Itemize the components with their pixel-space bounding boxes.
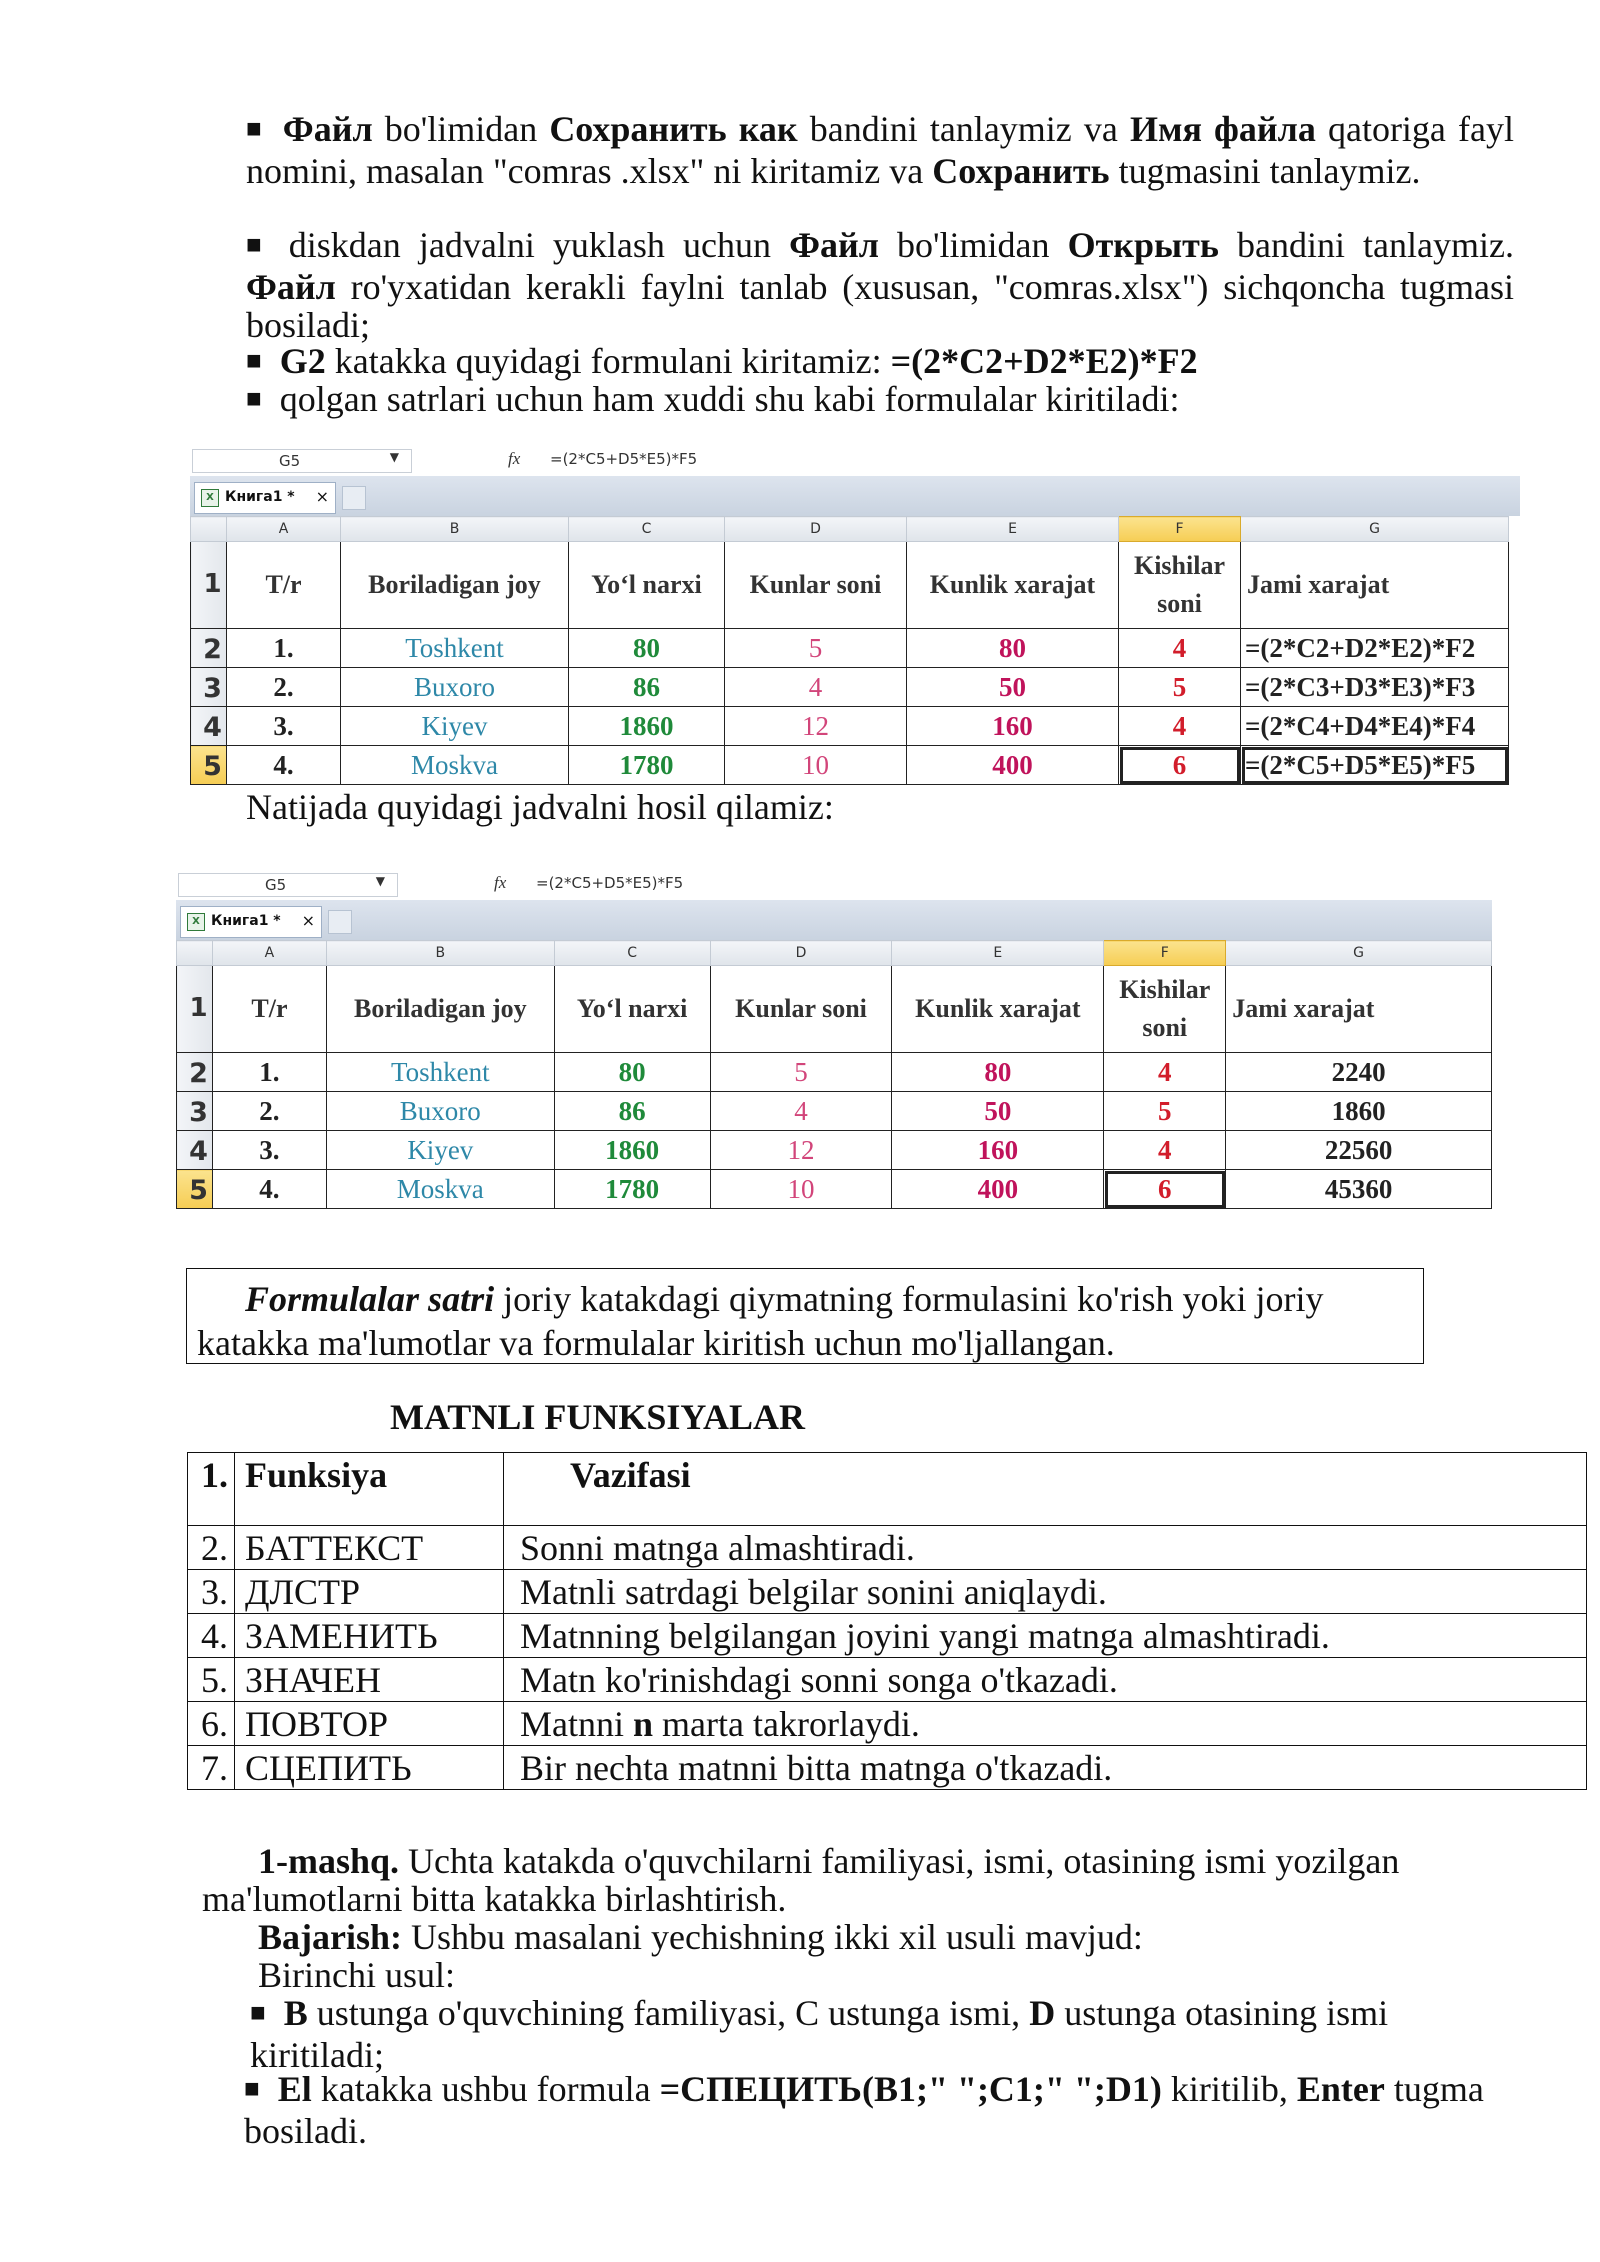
table-cell[interactable]: 160 — [892, 1131, 1104, 1170]
workbook-tab[interactable]: X Книга1 * × — [194, 482, 336, 514]
table-cell: ЗНАЧЕН — [235, 1658, 504, 1702]
table-cell: 2. — [188, 1526, 235, 1570]
row-header[interactable]: 3 — [177, 1092, 213, 1131]
table-cell[interactable]: 400 — [892, 1170, 1104, 1209]
table-cell[interactable]: 6 — [1119, 746, 1241, 785]
row-header[interactable]: 1 — [191, 542, 227, 629]
table-cell[interactable]: 1860 — [554, 1131, 710, 1170]
formula-cell[interactable]: =(2*C5+D5*E5)*F5 — [1241, 746, 1509, 785]
table-cell[interactable]: 2. — [212, 1092, 326, 1131]
table-cell[interactable]: Kiyev — [326, 1131, 554, 1170]
table-cell[interactable]: 4 — [1119, 629, 1241, 668]
table-cell[interactable]: 2. — [227, 668, 341, 707]
column-header[interactable]: C — [569, 517, 725, 542]
table-cell[interactable]: 12 — [710, 1131, 892, 1170]
table-cell[interactable]: 4. — [212, 1170, 326, 1209]
table-cell[interactable]: Buxoro — [341, 668, 569, 707]
formula-bar — [176, 870, 1492, 901]
spreadsheet-grid — [190, 516, 1509, 785]
header-cell[interactable]: Jami xarajat — [1241, 542, 1509, 629]
column-header[interactable]: G — [1241, 517, 1509, 542]
table-cell[interactable]: Toshkent — [341, 629, 569, 668]
table-cell[interactable]: 86 — [569, 668, 725, 707]
table-cell[interactable]: 10 — [710, 1170, 892, 1209]
table-cell[interactable]: 1860 — [569, 707, 725, 746]
result-cell[interactable]: 45360 — [1226, 1170, 1492, 1209]
table-cell[interactable]: 50 — [907, 668, 1119, 707]
column-header[interactable]: C — [554, 941, 710, 966]
table-cell[interactable]: 6 — [1104, 1170, 1226, 1209]
column-header[interactable]: G — [1226, 941, 1492, 966]
header-cell[interactable]: Kunlar soni — [725, 542, 907, 629]
table-cell[interactable]: 10 — [725, 746, 907, 785]
row-header[interactable]: 3 — [191, 668, 227, 707]
column-header[interactable]: D — [725, 517, 907, 542]
table-cell[interactable]: 5 — [1104, 1092, 1226, 1131]
header-cell[interactable]: Yo‘l narxi — [554, 966, 710, 1053]
close-icon[interactable]: × — [315, 487, 329, 506]
column-header[interactable]: D — [710, 941, 892, 966]
table-cell: 5. — [188, 1658, 235, 1702]
table-cell[interactable]: 5 — [725, 629, 907, 668]
table-row — [188, 1526, 1587, 1570]
table-cell[interactable]: 4 — [725, 668, 907, 707]
close-icon[interactable]: × — [301, 911, 315, 930]
table-cell: ЗАМЕНИТЬ — [235, 1614, 504, 1658]
column-header[interactable]: A — [212, 941, 326, 966]
table-cell: Bir nechta matnni bitta matnga o'tkazadi. — [504, 1746, 1587, 1790]
row-header[interactable]: 5 — [177, 1170, 213, 1209]
table-cell: 7. — [188, 1746, 235, 1790]
table-cell[interactable]: 1. — [227, 629, 341, 668]
table-cell[interactable]: 86 — [554, 1092, 710, 1131]
table-cell: Sonni matnga almashtiradi. — [504, 1526, 1587, 1570]
header-cell[interactable]: Boriladigan joy — [341, 542, 569, 629]
chevron-down-icon[interactable]: ▼ — [389, 450, 399, 464]
result-cell[interactable]: 22560 — [1226, 1131, 1492, 1170]
table-cell[interactable]: 80 — [907, 629, 1119, 668]
column-header[interactable]: B — [341, 517, 569, 542]
table-cell: 3. — [188, 1570, 235, 1614]
table-cell[interactable]: Kiyev — [341, 707, 569, 746]
header-cell[interactable]: Kishilar soni — [1104, 966, 1226, 1053]
column-header[interactable]: E — [907, 517, 1119, 542]
table-cell: Matnning belgilangan joyini yangi matnga almashtiradi. — [504, 1614, 1587, 1658]
header-cell[interactable]: Yo‘l narxi — [569, 542, 725, 629]
header-cell[interactable]: Boriladigan joy — [326, 966, 554, 1053]
formula-cell[interactable]: =(2*C2+D2*E2)*F2 — [1241, 629, 1509, 668]
excel-workbook-icon: X — [201, 489, 219, 507]
table-cell[interactable]: 80 — [569, 629, 725, 668]
table-cell: 6. — [188, 1702, 235, 1746]
column-header[interactable]: E — [892, 941, 1104, 966]
exercise-step-1: ■ B ustunga o'quvchining familiyasi, C ustunga ismi, D ustunga otasining ismi kiritiladi; — [202, 1994, 1504, 2074]
header-cell[interactable]: Kunlik xarajat — [892, 966, 1104, 1053]
table-cell[interactable]: 400 — [907, 746, 1119, 785]
table-cell[interactable]: 3. — [227, 707, 341, 746]
row-header[interactable]: 5 — [191, 746, 227, 785]
table-row — [188, 1614, 1587, 1658]
note-box — [186, 1268, 1424, 1364]
name-box[interactable]: G5 ▼ — [178, 873, 398, 897]
table-cell[interactable]: 4 — [1104, 1131, 1226, 1170]
header-cell[interactable]: Kunlar soni — [710, 966, 892, 1053]
paragraph-save-as: ■ Файл bo'limidan Сохранить как bandini tanlaymiz va Имя файла qatoriga fayl nomini, masalan "comras .xlsx" ni kiritamiz va Сохранить tugmasini tanlaymiz. — [198, 110, 1514, 190]
row-header[interactable]: 4 — [177, 1131, 213, 1170]
table-cell[interactable]: 4 — [1104, 1053, 1226, 1092]
table-cell[interactable]: 5 — [1119, 668, 1241, 707]
result-cell[interactable]: 2240 — [1226, 1053, 1492, 1092]
excel-workbook-icon: X — [187, 913, 205, 931]
header-cell[interactable]: Jami xarajat — [1226, 966, 1492, 1053]
table-cell: СЦЕПИТЬ — [235, 1746, 504, 1790]
table-row — [188, 1702, 1587, 1746]
table-cell: ДЛСТР — [235, 1570, 504, 1614]
table-cell[interactable]: 50 — [892, 1092, 1104, 1131]
paragraph-open-file: ■ diskdan jadvalni yuklash uchun Файл bo'limidan Открыть bandini tanlaymiz. Файл ro'yxatidan kerakli faylni tanlab (xususan, "comras.xlsx") sichqoncha tugmasi bosiladi; — [198, 226, 1514, 344]
formula-cell[interactable]: =(2*C4+D4*E4)*F4 — [1241, 707, 1509, 746]
table-cell[interactable]: 3. — [212, 1131, 326, 1170]
functions-table — [187, 1452, 1587, 1790]
table-cell: ПОВТОР — [235, 1702, 504, 1746]
table-cell[interactable]: 5 — [710, 1053, 892, 1092]
excel-screenshot-results — [176, 870, 1492, 1214]
row-header[interactable]: 2 — [191, 629, 227, 668]
exercise-title: 1-mashq. Uchta katakda o'quvchilarni familiyasi, ismi, otasining ismi yozilgan ma'lumotlarni bitta katakka birlashtirish. — [202, 1841, 1400, 1919]
header-cell[interactable]: Kishilar soni — [1119, 542, 1241, 629]
table-cell: Matn ko'rinishdagi sonni songa o'tkazadi. — [504, 1658, 1587, 1702]
table-header-row — [188, 1453, 1587, 1526]
fx-icon[interactable]: fx — [508, 449, 521, 468]
spreadsheet-grid — [176, 940, 1492, 1209]
paragraph-g2-formula: ■ G2 katakka quyidagi formulani kiritamiz: =(2*C2+D2*E2)*F2 — [198, 342, 1514, 384]
table-cell: Vazifasi — [504, 1453, 1587, 1526]
workbook-tab-bar — [190, 476, 1520, 516]
header-cell[interactable]: Kunlik xarajat — [907, 542, 1119, 629]
table-cell[interactable]: 80 — [554, 1053, 710, 1092]
workbook-tab-bar — [176, 900, 1492, 940]
section-heading: MATNLI FUNKSIYALAR — [390, 1397, 806, 1437]
column-header[interactable]: A — [227, 517, 341, 542]
formula-input[interactable]: =(2*C5+D5*E5)*F5 — [550, 450, 698, 468]
table-row — [188, 1658, 1587, 1702]
table-cell[interactable]: Moskva — [326, 1170, 554, 1209]
workbook-tab[interactable]: X Книга1 * × — [180, 906, 322, 938]
header-cell[interactable]: T/r — [212, 966, 326, 1053]
exercise-step-2: ■ El katakka ushbu formula =СПЕЦИТЬ(B1;" ";C1;" ";D1) kiritilib, Enter tugma bosiladi. — [196, 2070, 1504, 2150]
table-cell[interactable]: 4 — [710, 1092, 892, 1131]
new-tab-icon[interactable] — [342, 486, 366, 510]
table-row — [188, 1570, 1587, 1614]
table-cell[interactable]: Toshkent — [326, 1053, 554, 1092]
table-cell[interactable]: 4. — [227, 746, 341, 785]
table-cell: БАТТЕКСТ — [235, 1526, 504, 1570]
table-cell[interactable]: 1780 — [569, 746, 725, 785]
paragraph-other-rows: ■ qolgan satrlari uchun ham xuddi shu kabi formulalar kiritiladi: — [198, 380, 1514, 422]
column-header[interactable]: F — [1104, 941, 1226, 966]
formula-input[interactable]: =(2*C5+D5*E5)*F5 — [536, 874, 684, 892]
table-cell[interactable]: 1780 — [554, 1170, 710, 1209]
row-header[interactable]: 1 — [177, 966, 213, 1053]
result-cell[interactable]: 1860 — [1226, 1092, 1492, 1131]
table-cell[interactable]: 160 — [907, 707, 1119, 746]
row-header[interactable]: 2 — [177, 1053, 213, 1092]
paragraph-result: Natijada quyidagi jadvalni hosil qilamiz: — [246, 787, 834, 827]
name-box[interactable]: G5 ▼ — [192, 449, 412, 473]
table-row — [188, 1746, 1587, 1790]
new-tab-icon[interactable] — [328, 910, 352, 934]
exercise-bajarish: Bajarish: Ushbu masalani yechishning ikki xil usuli mavjud: — [258, 1917, 1143, 1957]
table-cell: Matnli satrdagi belgilar sonini aniqlaydi. — [504, 1570, 1587, 1614]
table-cell: Matnni n marta takrorlaydi. — [504, 1702, 1587, 1746]
table-cell: 4. — [188, 1614, 235, 1658]
row-header[interactable]: 4 — [191, 707, 227, 746]
column-header[interactable]: B — [326, 941, 554, 966]
exercise-method: Birinchi usul: — [258, 1955, 455, 1995]
header-cell[interactable]: T/r — [227, 542, 341, 629]
formula-bar — [190, 446, 1520, 477]
table-cell: Funksiya — [235, 1453, 504, 1526]
table-cell[interactable]: 80 — [892, 1053, 1104, 1092]
table-cell[interactable]: Moskva — [341, 746, 569, 785]
formula-cell[interactable]: =(2*C3+D3*E3)*F3 — [1241, 668, 1509, 707]
table-cell: 1. — [188, 1453, 235, 1526]
column-header[interactable]: F — [1119, 517, 1241, 542]
table-cell[interactable]: 12 — [725, 707, 907, 746]
chevron-down-icon[interactable]: ▼ — [375, 874, 385, 888]
select-all-corner[interactable] — [177, 941, 213, 966]
table-cell[interactable]: 1. — [212, 1053, 326, 1092]
table-cell[interactable]: 4 — [1119, 707, 1241, 746]
fx-icon[interactable]: fx — [494, 873, 507, 892]
table-cell[interactable]: Buxoro — [326, 1092, 554, 1131]
select-all-corner[interactable] — [191, 517, 227, 542]
note-text: Formulalar satri joriy katakdagi qiymatning formulasini ko'rish yoki joriy katakka ma'lumotlar va formulalar kiritish uchun mo'ljallangan. — [197, 1279, 1324, 1363]
excel-screenshot-formulas — [190, 446, 1520, 790]
